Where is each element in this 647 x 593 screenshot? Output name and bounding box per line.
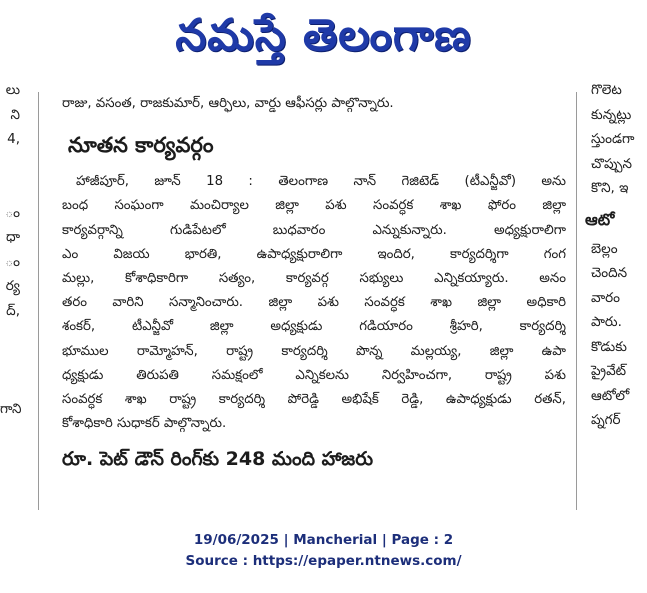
left-column-line bbox=[0, 152, 22, 177]
right-column-line: కున్నట్లు bbox=[591, 106, 632, 123]
right-column-line: ప్రైవేట్ bbox=[591, 363, 627, 379]
right-column-line: స్తుండగా bbox=[591, 131, 635, 147]
right-column-headline: ఆటో bbox=[585, 209, 615, 229]
article-line: భూముల రామ్మోహన్, రాష్ట్ర కార్యదర్శి పొన్న మల్లయ్య, జిల్లా ఉపా bbox=[62, 343, 566, 359]
left-column-line bbox=[0, 348, 22, 373]
right-column-line: చొప్పున bbox=[591, 155, 632, 172]
article-headline: నూతన కార్యవర్గం bbox=[68, 133, 214, 158]
article-line: మల్లు, కోశాధికారిగా సత్యం, కార్యవర్గ సభ్యులు ఎన్నికయ్యారు. అనం bbox=[62, 271, 566, 287]
left-column-clipped bbox=[0, 78, 22, 512]
right-column-line: పారు. bbox=[591, 314, 622, 330]
footer-source-url: Source : https://epaper.ntnews.com/ bbox=[185, 553, 462, 569]
right-column-line: బెల్లం bbox=[591, 240, 618, 257]
left-column-line: ం bbox=[5, 204, 20, 221]
left-column-line: గాని bbox=[0, 400, 22, 417]
article-body bbox=[62, 170, 566, 436]
left-column-line: ద్, bbox=[6, 302, 20, 319]
right-column-line: వారం bbox=[591, 289, 620, 306]
left-column-line bbox=[0, 176, 22, 201]
article-line: ఎం విజయ భారతి, ఉపాధ్యక్షురాలిగా ఇందిర, కార్యదర్శిగా గంగ bbox=[62, 246, 566, 262]
article-line: కార్యవర్గాన్ని గుడిపేటలో బుధవారం ఎన్నుకున్నారు. అధ్యక్షురాలిగా bbox=[62, 222, 566, 238]
left-column-line: ం bbox=[5, 253, 20, 270]
article bbox=[62, 92, 566, 512]
article-line: శంకర్, టీఎన్జీవో జిల్లా అధ్యక్షుడు గడియారం శ్రీహరి, కార్యదర్శి bbox=[62, 319, 566, 335]
left-column-line: లు bbox=[5, 82, 20, 98]
right-column-line: ప్నగర్ bbox=[591, 412, 621, 428]
masthead-logo-title: నమస్తే తెలంగాణ bbox=[175, 10, 472, 61]
article-line: సంవర్ధక శాఖ రాష్ట్ర కార్యదర్శి పోరెడ్డి అభిషేక్ రెడ్డి, ఉపాధ్యక్షుడు రతన్, bbox=[62, 392, 566, 408]
left-column-line bbox=[0, 323, 22, 348]
left-column-line: ర్య bbox=[5, 278, 20, 294]
left-column-line: ధా bbox=[5, 229, 20, 245]
article-line: ధ్యక్షుడు తిరుపతి సమక్షంలో ఎన్నికలను నిర్వహించగా, రాష్ట్ర పశు bbox=[62, 367, 566, 383]
article-line: హాజీపూర్, జూన్ 18 : తెలంగాణ నాన్ గెజిటెడ్ (టీఎన్జీవో) అను bbox=[76, 174, 566, 190]
right-column-line: గొలెట bbox=[591, 82, 622, 98]
left-column-line bbox=[0, 372, 22, 397]
right-column-line: ఆటోలో bbox=[591, 387, 630, 404]
article-line: బంధ సంఘంగా మంచిర్యాల జిల్లా పశు సంవర్ధక శాఖ ఫోరం జిల్లా bbox=[62, 198, 566, 214]
column-divider-left bbox=[38, 92, 39, 510]
right-column-line: కొని, ఇ bbox=[591, 180, 629, 196]
article-line: కోశాధికారి సుధాకర్ పాల్గొన్నారు. bbox=[62, 416, 227, 432]
right-column-line: కొడుకు bbox=[591, 338, 627, 355]
left-column-line: ని bbox=[10, 106, 20, 123]
previous-article-tail: రాజు, వసంత, రాజకుమార్, ఆర్ఫిలు, వార్డు ఆఫీసర్లు పాల్గొన్నారు. bbox=[62, 96, 394, 111]
article-line: తరం వారిని సన్మానించారు. జిల్లా పశు సంవర్ధక శాఖ జిల్లా అధికారి bbox=[62, 295, 566, 311]
column-divider-right bbox=[576, 92, 577, 510]
next-article-headline-clipped: రూ. పెట్ డౌన్ రింగ్‌కు 248 మంది హాజరు bbox=[62, 448, 374, 471]
right-column-line: చెందిన bbox=[591, 265, 628, 281]
left-column-line: 4, bbox=[7, 131, 20, 147]
right-column-clipped bbox=[585, 78, 647, 512]
footer-date-edition: 19/06/2025 | Mancherial | Page : 2 bbox=[193, 532, 454, 548]
source-footer bbox=[0, 530, 647, 572]
masthead bbox=[0, 0, 647, 72]
